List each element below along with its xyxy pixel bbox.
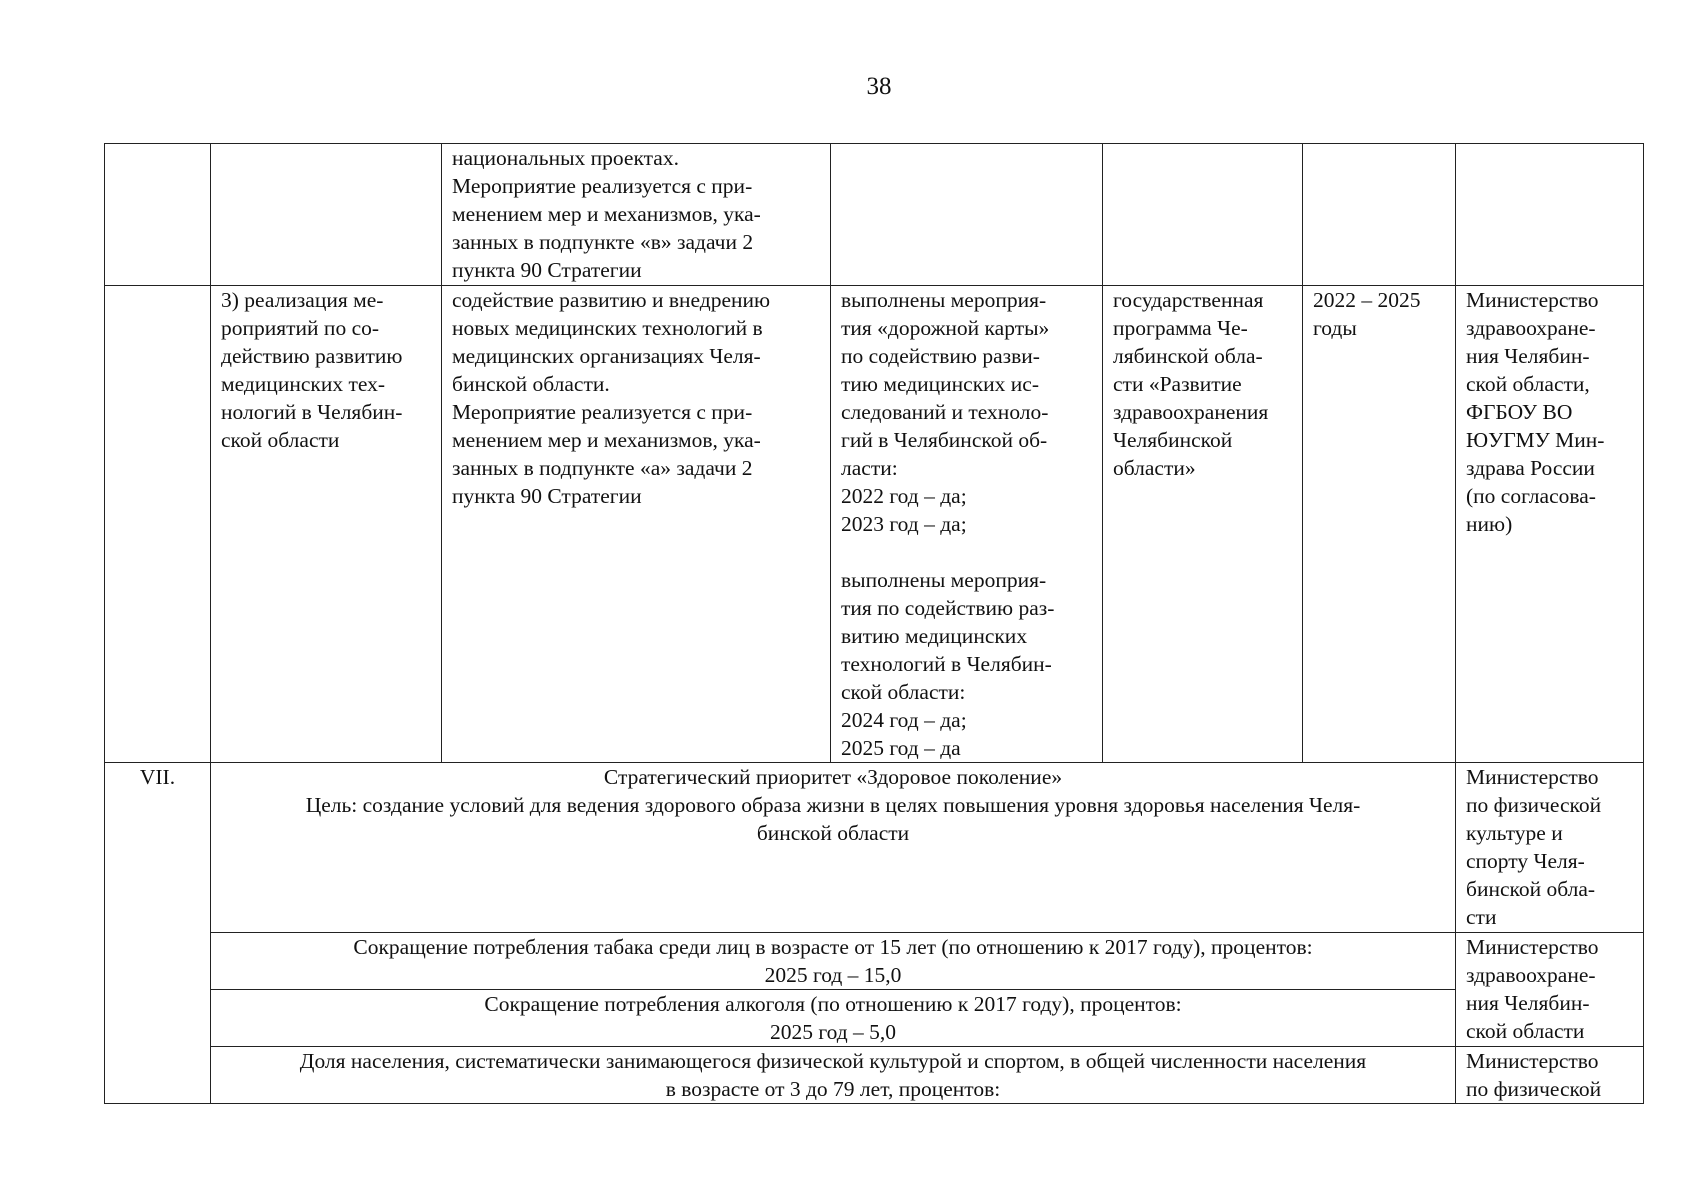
result-text-line: технологий в Челябин- — [841, 652, 1052, 676]
priority-title: Стратегический приоритет «Здоровое поколение» — [603, 765, 1063, 789]
result-text-line: выполнены мероприя- — [841, 568, 1047, 592]
result-text-line: 2023 год – да; — [841, 512, 967, 536]
responsible-text-line: ния Челябин- — [1466, 991, 1590, 1015]
responsible-cell — [1456, 286, 1644, 763]
responsible-text-line: по физической — [1466, 1077, 1602, 1101]
program-cell — [1103, 144, 1303, 286]
responsible-text-line: Министерство — [1466, 288, 1599, 312]
task-cell — [211, 144, 442, 286]
indicator-text-line: Сокращение потребления алкоголя (по отношению к 2017 году), процентов: — [484, 992, 1182, 1016]
measure-text-line: пункта 90 Стратегии — [452, 258, 642, 282]
responsible-text-line: бинской обла- — [1466, 877, 1596, 901]
section-number-cell — [105, 763, 211, 1104]
table-row — [105, 286, 1644, 763]
responsible-cell — [1456, 1047, 1644, 1104]
result-text-line: витию медицинских — [841, 624, 1028, 648]
result-text-line: 2022 год – да; — [841, 484, 967, 508]
responsible-text-line: Министерство — [1466, 935, 1599, 959]
table-row — [105, 933, 1644, 990]
responsible-text-line: по физической — [1466, 793, 1602, 817]
result-text-line: 2025 год – да — [841, 736, 961, 760]
result-text-line: выполнены мероприя- — [841, 288, 1047, 312]
measure-text-line: Мероприятие реализуется с при- — [452, 400, 753, 424]
measure-text-line: национальных проектах. — [452, 146, 679, 170]
result-text-line: ской области: — [841, 680, 966, 704]
result-text-line: ласти: — [841, 456, 898, 480]
task-text-line: роприятий по со- — [221, 316, 380, 340]
program-text-line: Челябинской — [1113, 428, 1233, 452]
indicator-cell — [211, 1047, 1456, 1104]
responsible-text-line: ФГБОУ ВО — [1466, 400, 1573, 424]
result-text-line: следований и техноло- — [841, 400, 1049, 424]
task-text-line: действию развитию — [221, 344, 403, 368]
number-cell — [105, 144, 211, 286]
program-text-line: здравоохранения — [1113, 400, 1269, 424]
program-text-line: сти «Развитие — [1113, 372, 1242, 396]
responsible-text-line: сти — [1466, 905, 1497, 929]
responsible-text-line: ния Челябин- — [1466, 344, 1590, 368]
period-cell — [1303, 286, 1456, 763]
task-cell — [211, 286, 442, 763]
task-text-line: нологий в Челябин- — [221, 400, 403, 424]
result-spacer — [841, 538, 1092, 566]
program-text-line: программа Че- — [1113, 316, 1248, 340]
measure-text-line: новых медицинских технологий в — [452, 316, 763, 340]
table-row — [105, 763, 1644, 933]
indicator-value-line: 2025 год – 15,0 — [764, 963, 902, 987]
indicator-text-line: в возрасте от 3 до 79 лет, процентов: — [665, 1077, 1001, 1101]
responsible-text-line: здрава России — [1466, 456, 1595, 480]
measure-text-line: занных в подпункте «в» задачи 2 — [452, 230, 754, 254]
responsible-cell — [1456, 763, 1644, 933]
indicator-cell — [211, 933, 1456, 990]
task-text-line: ской области — [221, 428, 340, 452]
table-row — [105, 1047, 1644, 1104]
priority-goal-line: Цель: создание условий для ведения здорового образа жизни в целях повышения уровня здоровья населения Челя- — [305, 793, 1361, 817]
measure-text-line: менением мер и механизмов, ука- — [452, 202, 761, 226]
period-text-line: 2022 – 2025 — [1313, 288, 1421, 312]
strategy-measures-table — [104, 143, 1644, 1104]
result-text-line: тию медицинских ис- — [841, 372, 1039, 396]
responsible-text-line: (по согласова- — [1466, 484, 1596, 508]
task-text-line: медицинских тех- — [221, 372, 386, 396]
measure-text-line: Мероприятие реализуется с при- — [452, 174, 753, 198]
measure-text-line: бинской области. — [452, 372, 610, 396]
priority-goal-line: бинской области — [756, 821, 910, 845]
measure-text-line: занных в подпункте «а» задачи 2 — [452, 456, 753, 480]
responsible-text-line: Министерство — [1466, 1049, 1599, 1073]
indicator-text-line: Доля населения, систематически занимающегося физической культурой и спортом, в общей численности населения — [299, 1049, 1367, 1073]
responsible-text-line: здравоохране- — [1466, 316, 1596, 340]
result-cell — [831, 286, 1103, 763]
number-cell — [105, 286, 211, 763]
measure-text-line: содействие развитию и внедрению — [452, 288, 771, 312]
responsible-text-line: спорту Челя- — [1466, 849, 1585, 873]
result-text-line: тия по содействию раз- — [841, 596, 1055, 620]
measure-text-line: пункта 90 Стратегии — [452, 484, 642, 508]
period-cell — [1303, 144, 1456, 286]
program-text-line: области» — [1113, 456, 1196, 480]
program-text-line: государственная — [1113, 288, 1264, 312]
period-text-line: годы — [1313, 316, 1357, 340]
responsible-text-line: ской области — [1466, 1019, 1585, 1043]
indicator-cell — [211, 990, 1456, 1047]
result-text-line: 2024 год – да; — [841, 708, 967, 732]
result-text-line: по содействию разви- — [841, 344, 1040, 368]
result-text-line: тия «дорожной карты» — [841, 316, 1050, 340]
measure-text-line: медицинских организациях Челя- — [452, 344, 761, 368]
responsible-text-line: нию) — [1466, 512, 1513, 536]
responsible-text-line: здравоохране- — [1466, 963, 1596, 987]
measure-cell — [442, 286, 831, 763]
responsible-text-line: культуре и — [1466, 821, 1563, 845]
program-text-line: лябинской обла- — [1113, 344, 1263, 368]
responsible-text-line: ЮУГМУ Мин- — [1466, 428, 1605, 452]
section-number: VII. — [139, 765, 176, 789]
responsible-text-line: Министерство — [1466, 765, 1599, 789]
result-cell — [831, 144, 1103, 286]
responsible-cell — [1456, 144, 1644, 286]
table-row — [105, 990, 1644, 1047]
responsible-cell — [1456, 933, 1644, 1047]
responsible-text-line: ской области, — [1466, 372, 1590, 396]
page-number: 38 — [866, 73, 892, 100]
program-cell — [1103, 286, 1303, 763]
measure-cell — [442, 144, 831, 286]
indicator-value-line: 2025 год – 5,0 — [769, 1020, 897, 1044]
priority-cell — [211, 763, 1456, 933]
indicator-text-line: Сокращение потребления табака среди лиц в возрасте от 15 лет (по отношению к 2017 году), процентов: — [353, 935, 1313, 959]
table-row — [105, 144, 1644, 286]
task-text-line: 3) реализация ме- — [221, 288, 384, 312]
result-text-line: гий в Челябинской об- — [841, 428, 1048, 452]
measure-text-line: менением мер и механизмов, ука- — [452, 428, 761, 452]
